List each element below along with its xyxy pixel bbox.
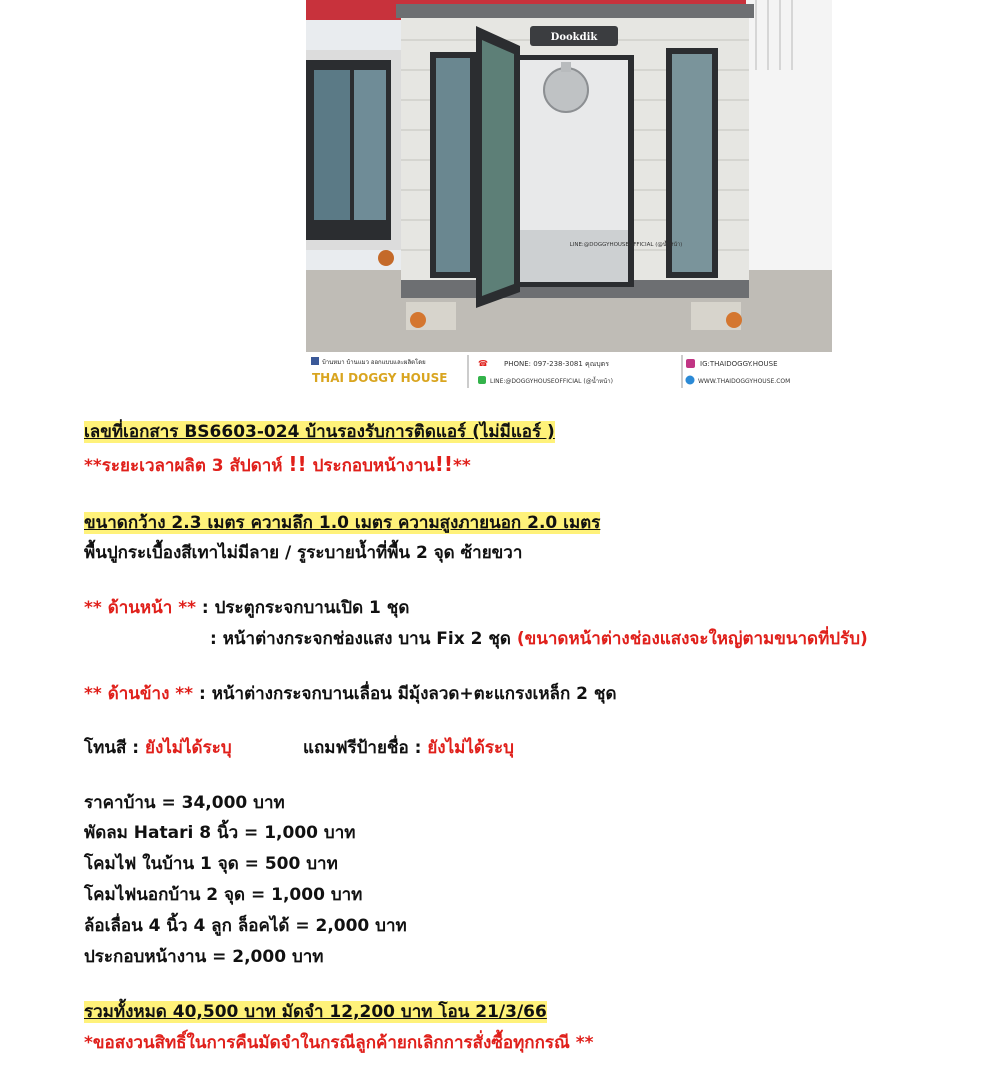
footer-ig: IG:THAIDOGGY.HOUSE [700, 360, 778, 368]
front-item-2-note: (ขนาดหน้าต่างช่องแสงจะใหญ่ตามขนาดที่ปรับ) [516, 629, 868, 649]
phone-icon: ☎ [478, 359, 488, 368]
front-line-1 [84, 597, 409, 619]
color-line [84, 737, 232, 759]
product-photo [306, 0, 832, 392]
front-item-2: : หน้าต่างกระจกช่องแสง บาน Fix 2 ชุด [210, 629, 517, 649]
exclamation-icon: !! [434, 452, 454, 476]
production-notice [84, 453, 471, 477]
footer-phone: PHONE: 097-238-3081 คุณบุตร [504, 360, 609, 368]
photo-watermark: LINE:@DOGGYHOUSEOFFICIAL (@น้ำหน้า) [569, 242, 683, 248]
footer-fb-text: บ้านหมา บ้านแมว ออกแบบและผลิตโดย [322, 359, 426, 366]
front-line-2 [210, 628, 868, 650]
instagram-icon [686, 359, 695, 368]
price-item: ล้อเลื่อน 4 นิ้ว 4 ลูก ล็อคได้ = 2,000 บาท [84, 916, 407, 936]
color-value: ยังไม่ได้ระบุ [144, 738, 232, 758]
price-item: โคมไฟ ในบ้าน 1 จุด = 500 บาท [84, 854, 338, 874]
nameplate-label: แถมฟรีป้ายชื่อ : [303, 738, 428, 758]
globe-icon [686, 376, 695, 385]
side-label: ** ด้านข้าง ** [84, 684, 194, 704]
price-item: พัดลม Hatari 8 นิ้ว = 1,000 บาท [84, 823, 356, 843]
front-item-1: : ประตูกระจกบานเปิด 1 ชุด [195, 598, 410, 618]
brand-logo: THAI DOGGY HOUSE [312, 371, 448, 385]
footer-web: WWW.THAIDOGGYHOUSE.COM [698, 378, 791, 385]
size-line: ขนาดกว้าง 2.3 เมตร ความลึก 1.0 เมตร ความสูงภายนอก 2.0 เมตร [84, 513, 601, 533]
nameplate-line [303, 737, 514, 759]
price-item: โคมไฟนอกบ้าน 2 จุด = 1,000 บาท [84, 885, 363, 905]
notice-prefix: **ระยะเวลาผลิต 3 สัปดาห์ [84, 456, 289, 476]
side-line [84, 683, 617, 705]
exclamation-icon: !! [288, 452, 307, 476]
document-title: เลขที่เอกสาร BS6603-024 บ้านรองรับการติดแอร์ (ไม่มีแอร์ ) [84, 422, 555, 442]
total-line: รวมทั้งหมด 40,500 บาท มัดจำ 12,200 บาท โอน 21/3/66 [84, 1002, 547, 1022]
notice-suffix: ** [453, 456, 471, 476]
disclaimer: *ขอสงวนสิทธิ์ในการคืนมัดจำในกรณีลูกค้ายกเลิกการสั่งซื้อทุกกรณี ** [84, 1033, 594, 1053]
floor-line: พื้นปูกระเบื้องสีเทาไม่มีลาย / รูระบายน้ำที่พื้น 2 จุด ซ้ายขวา [84, 543, 523, 563]
side-item: : หน้าต่างกระจกบานเลื่อน มีมุ้งลวด+ตะแกรงเหล็ก 2 ชุด [193, 684, 617, 704]
notice-middle: ประกอบหน้างาน [306, 456, 435, 476]
color-label: โทนสี : [84, 738, 145, 758]
price-item: ประกอบหน้างาน = 2,000 บาท [84, 947, 324, 967]
nameplate-value: ยังไม่ได้ระบุ [427, 738, 514, 758]
sign-label: Dookdik [550, 32, 598, 43]
line-icon [478, 376, 486, 384]
price-item: ราคาบ้าน = 34,000 บาท [84, 793, 285, 813]
footer-line: LINE:@DOGGYHOUSEOFFICIAL (@น้ำหน้า) [490, 378, 613, 385]
front-label: ** ด้านหน้า ** [84, 598, 196, 618]
